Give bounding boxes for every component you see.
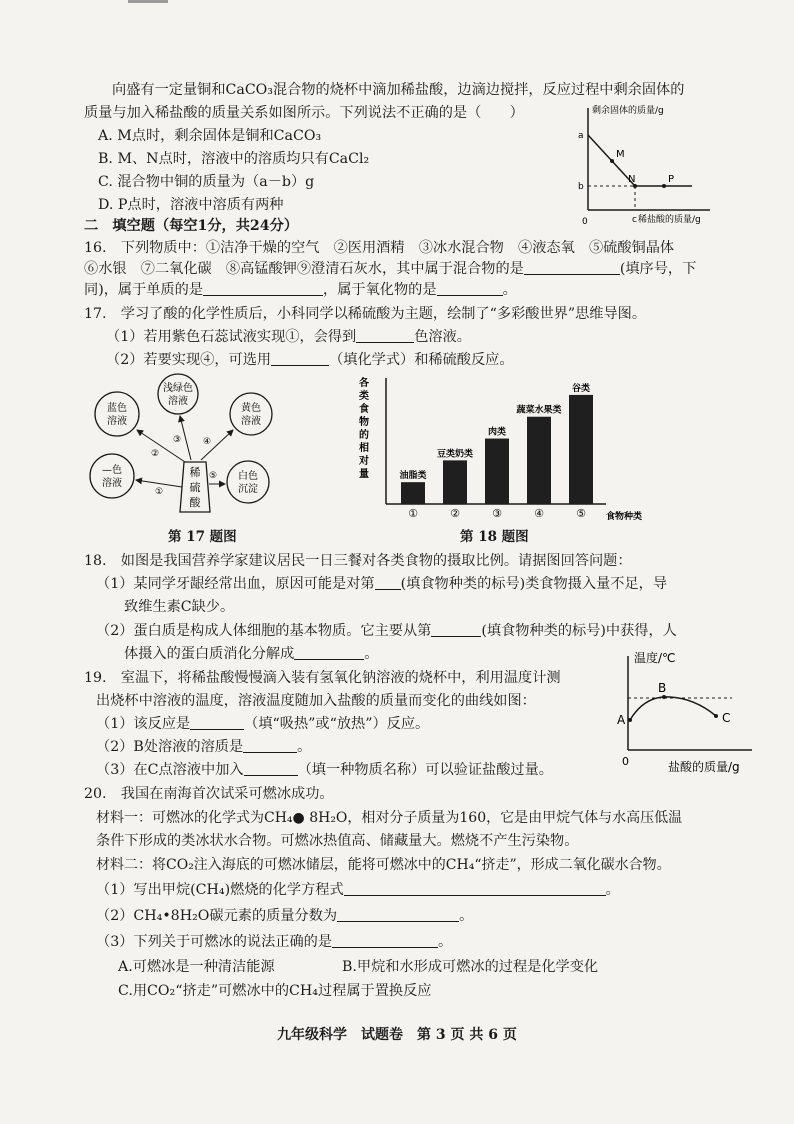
- q19-line2: 出烧杯中溶液的温度，溶液温度随加入盐酸的质量而变化的曲线如图：: [96, 693, 536, 709]
- q19-line1: 19. 室温下，将稀盐酸慢慢滴入装有氢氧化钠溶液的烧杯中，利用温度计测: [84, 670, 561, 686]
- bar-y-label-char: 各: [359, 378, 369, 389]
- label-n: N: [628, 174, 636, 185]
- node-1-line2: 溶液: [102, 478, 122, 489]
- bar-1: [401, 482, 425, 504]
- node-4-line1: 黄色: [241, 403, 261, 414]
- q19-line3-tail: （填“吸热”或“放热”）反应。: [244, 716, 430, 732]
- bar-category-5: ⑤: [576, 507, 586, 520]
- q18-line3: 致维生素C缺少。: [124, 599, 235, 615]
- q19-line5-text: （3）在C点溶液中加入: [96, 762, 244, 778]
- q15-c-tick: c: [632, 215, 637, 225]
- q16-line1: 16. 下列物质中：①洁净干燥的空气 ②医用酒精 ③冰水混合物 ④液态氧 ⑤硫酸铜晶体: [84, 240, 675, 256]
- label-p: P: [668, 174, 675, 185]
- point-c: [714, 714, 718, 718]
- q19-line4: [96, 737, 311, 757]
- q17-line2-tail: 色溶液。: [414, 329, 471, 345]
- node-4-number: ④: [203, 437, 212, 447]
- node-2-line2: 溶液: [107, 416, 127, 427]
- bar-2: [443, 460, 467, 504]
- q20-line6-text: （2）CH₄•8H₂O碳元素的质量分数为: [96, 908, 338, 924]
- q19-line3-text: （1）该反应是: [96, 716, 191, 732]
- q18-line5-text: 体摄入的蛋白质消化分解成: [124, 646, 295, 662]
- q19-y-label: 温度/℃: [634, 651, 676, 665]
- q20-line1: 20. 我国在南海首次试采可燃冰成功。: [84, 786, 334, 802]
- bar-label-1: 油脂类: [399, 471, 427, 482]
- node-4-line2: 溶液: [241, 416, 261, 427]
- node-3-line1: 浅绿色: [163, 383, 193, 394]
- q17-caption: 第 17 题图: [168, 529, 237, 545]
- q18-line2-tail: (填食物种类的标号)类食物摄入量不足，导: [400, 576, 668, 592]
- q19-origin: 0: [622, 755, 629, 768]
- section-title: 二 填空题（每空1分，共24分）: [84, 218, 299, 234]
- bar-5: [569, 395, 593, 504]
- q16-line3-text: 同)，属于单质的是: [84, 282, 204, 298]
- node-2-circle: [95, 392, 139, 436]
- bar-y-label-char: 的: [359, 430, 369, 441]
- bar-category-3: ③: [492, 507, 502, 520]
- q16-line3: [84, 280, 517, 300]
- q17-line2-text: （1）若用紫色石蕊试液实现①，会得到: [106, 329, 357, 345]
- q16-line3-mid: ，属于氧化物的是: [323, 282, 437, 298]
- q18-line2-text: （1）某同学牙龈经常出血，原因可能是对第: [96, 576, 375, 592]
- q20-option-a: A.可燃冰是一种清洁能源: [118, 959, 275, 975]
- q19-line4-text: （2）B处溶液的溶质是: [96, 739, 244, 755]
- q15-option-c: C. 混合物中铜的质量为（a－b）g: [98, 174, 315, 190]
- q20-option-b: B.甲烷和水形成可燃冰的过程是化学变化: [342, 959, 599, 975]
- q18-blank-protein[interactable]: [431, 622, 481, 637]
- node-2-number: ②: [151, 449, 160, 459]
- bar-category-1: ①: [408, 507, 418, 520]
- q20-blank-choice[interactable]: [332, 933, 438, 948]
- page-footer: 九年级科学 试题卷 第 3 页 共 6 页: [277, 1027, 517, 1043]
- q15-option-b: B. M、N点时，溶液中的溶质均只有CaCl₂: [98, 151, 370, 167]
- q15-a-tick: a: [578, 131, 584, 141]
- q20-line7: [96, 932, 452, 952]
- scan-mark: [128, 0, 168, 3]
- node-3-number: ③: [173, 435, 182, 445]
- q19-x-label: 盐酸的质量/g: [668, 760, 740, 774]
- q16-line3-end: 。: [502, 282, 517, 298]
- q18-line4: [96, 621, 677, 641]
- node-4-circle: [230, 393, 272, 435]
- q19-line5-tail: （填一种物质名称）可以验证盐酸过量。: [297, 762, 553, 778]
- q17-blank-formula[interactable]: [271, 351, 329, 366]
- q20-line6: [96, 906, 473, 926]
- q15-b-tick: b: [578, 182, 584, 192]
- bar-4: [527, 417, 551, 504]
- label-b: B: [658, 681, 667, 695]
- node-1-line1: —色: [102, 465, 122, 476]
- bar-label-3: 肉类: [487, 427, 507, 438]
- q18-line5: [124, 644, 378, 664]
- node-5-number: ⑤: [209, 471, 218, 481]
- q18-blank-vitamin[interactable]: [375, 575, 401, 590]
- q16-line2-text: ⑥水银 ⑦二氧化碳 ⑧高锰酸钾⑨澄清石灰水，其中属于混合物的是: [84, 261, 524, 277]
- q18-line1: 18. 如图是我国营养学家建议居民一日三餐对各类食物的摄取比例。请据图回答问题：: [84, 553, 632, 569]
- q15-y-label: 剩余固体的质量/g: [592, 106, 664, 116]
- q19-temperature-chart: [612, 648, 762, 778]
- acid-char-3: 酸: [189, 496, 201, 509]
- point-p: [662, 184, 666, 188]
- bar-y-label-char: 食: [359, 404, 369, 415]
- bar-y-label-char: 物: [359, 417, 369, 428]
- q18-line4-text: （2）蛋白质是构成人体细胞的基本物质。它主要从第: [96, 623, 432, 639]
- q19-line3: [96, 714, 429, 734]
- q15-x-label: 稀盐酸的质量/g: [638, 215, 701, 225]
- acid-char-2: 硫: [189, 481, 201, 494]
- q16-line2: [84, 259, 696, 279]
- q18-line4-tail: (填食物种类的标号)中获得，人: [481, 623, 677, 639]
- q17-line3-tail: （填化学式）和稀硫酸反应。: [329, 352, 514, 368]
- node-5-line2: 沉淀: [238, 484, 258, 495]
- q20-line5: [96, 880, 620, 900]
- bar-y-label-char: 相: [359, 443, 369, 454]
- q20-option-c: C.用CO₂“挤走”可燃冰中的CH₄过程属于置换反应: [118, 983, 432, 999]
- q20-line5-text: （1）写出甲烷(CH₄)燃烧的化学方程式: [96, 882, 344, 898]
- label-a: A: [617, 713, 626, 727]
- q20-material1: 材料一：可燃冰的化学式为CH₄● 8H₂O，相对分子质量为160，它是由甲烷气体与水高压低温: [96, 810, 683, 826]
- q17-line3-text: （2）若要实现④，可选用: [106, 352, 272, 368]
- q16-blank-element[interactable]: [203, 281, 323, 296]
- q15-origin: 0: [582, 217, 588, 227]
- q15-curve: [588, 135, 692, 186]
- node-3-line2: 溶液: [168, 396, 188, 407]
- node-1-circle: [90, 454, 134, 498]
- q17-line3: [106, 350, 514, 370]
- q19-blank-heat[interactable]: [190, 715, 244, 730]
- q15-solid-mass-chart: [560, 100, 720, 230]
- bar-label-5: 谷类: [571, 383, 591, 394]
- bar-y-label-char: 量: [359, 469, 369, 480]
- q15-line2: 质量与加入稀盐酸的质量关系如图所示。下列说法不正确的是（ ）: [84, 105, 524, 121]
- q18-line2: [96, 574, 667, 594]
- q18-food-bar-chart: [356, 374, 656, 524]
- arrow-1: [136, 480, 182, 487]
- q19-line5: [96, 760, 553, 780]
- q20-blank-carbon[interactable]: [337, 907, 459, 922]
- q17-line1: 17. 学习了酸的化学性质后，小科同学以稀硫酸为主题，绘制了“多彩酸世界”思维导图。: [84, 306, 647, 322]
- point-m: [610, 159, 614, 163]
- q15-option-d: D. P点时，溶液中溶质有两种: [98, 197, 284, 213]
- arrow-3: [180, 416, 191, 460]
- q16-line2-tail: (填序号，下: [619, 261, 697, 277]
- q16-blank-mixture[interactable]: [524, 260, 620, 275]
- q15-line1: 向盛有一定量铜和CaCO₃混合物的烧杯中滴加稀盐酸，边滴边搅拌，反应过程中剩余固体的: [112, 82, 685, 98]
- q20-material1-cont: 条件下形成的类冰状水合物。可燃冰热值高、储藏量大。燃烧不产生污染物。: [96, 833, 579, 849]
- node-2-line1: 蓝色: [107, 403, 127, 414]
- q19-line4-end: 。: [297, 739, 312, 755]
- bar-label-2: 豆类奶类: [436, 449, 474, 460]
- q20-line7-text: （3）下列关于可燃冰的说法正确的是: [96, 934, 333, 950]
- node-3-circle: [158, 374, 198, 414]
- q17-line2: [106, 327, 471, 347]
- bar-3: [485, 439, 509, 504]
- q20-line5-end: 。: [605, 882, 620, 898]
- q20-line7-end: 。: [438, 934, 453, 950]
- acid-char-1: 稀: [189, 466, 201, 479]
- node-5-line1: 白色: [238, 471, 258, 482]
- q19-curve: [630, 697, 716, 720]
- point-b: [662, 695, 666, 699]
- label-m: M: [616, 149, 625, 160]
- q18-blank-digest[interactable]: [294, 645, 364, 660]
- q17-mind-map: [85, 372, 315, 522]
- bar-category-4: ④: [534, 507, 544, 520]
- label-c: C: [722, 711, 731, 725]
- q17-blank-color[interactable]: [356, 328, 414, 343]
- bar-label-4: 蔬菜水果类: [516, 405, 562, 416]
- node-5-circle: [227, 461, 269, 503]
- node-1-number: ①: [155, 487, 164, 497]
- q18-line5-end: 。: [364, 646, 379, 662]
- q20-material2: 材料二：将CO₂注入海底的可燃冰储层，能将可燃冰中的CH₄“挤走”，形成二氧化碳水合物。: [96, 857, 671, 873]
- point-a: [628, 718, 632, 722]
- q18-caption: 第 18 题图: [460, 529, 529, 545]
- q19-blank-reagent[interactable]: [244, 761, 298, 776]
- q20-line6-end: 。: [459, 908, 474, 924]
- bar-y-label-char: 类: [359, 391, 369, 402]
- bar-x-label: 食物种类: [606, 512, 643, 522]
- q16-blank-oxide[interactable]: [437, 281, 503, 296]
- q15-option-a: A. M点时，剩余固体是铜和CaCO₃: [98, 128, 322, 144]
- bar-y-label-char: 对: [359, 456, 369, 467]
- bar-category-2: ②: [450, 507, 460, 520]
- q20-blank-equation[interactable]: [344, 881, 606, 896]
- q19-blank-solute[interactable]: [243, 738, 297, 753]
